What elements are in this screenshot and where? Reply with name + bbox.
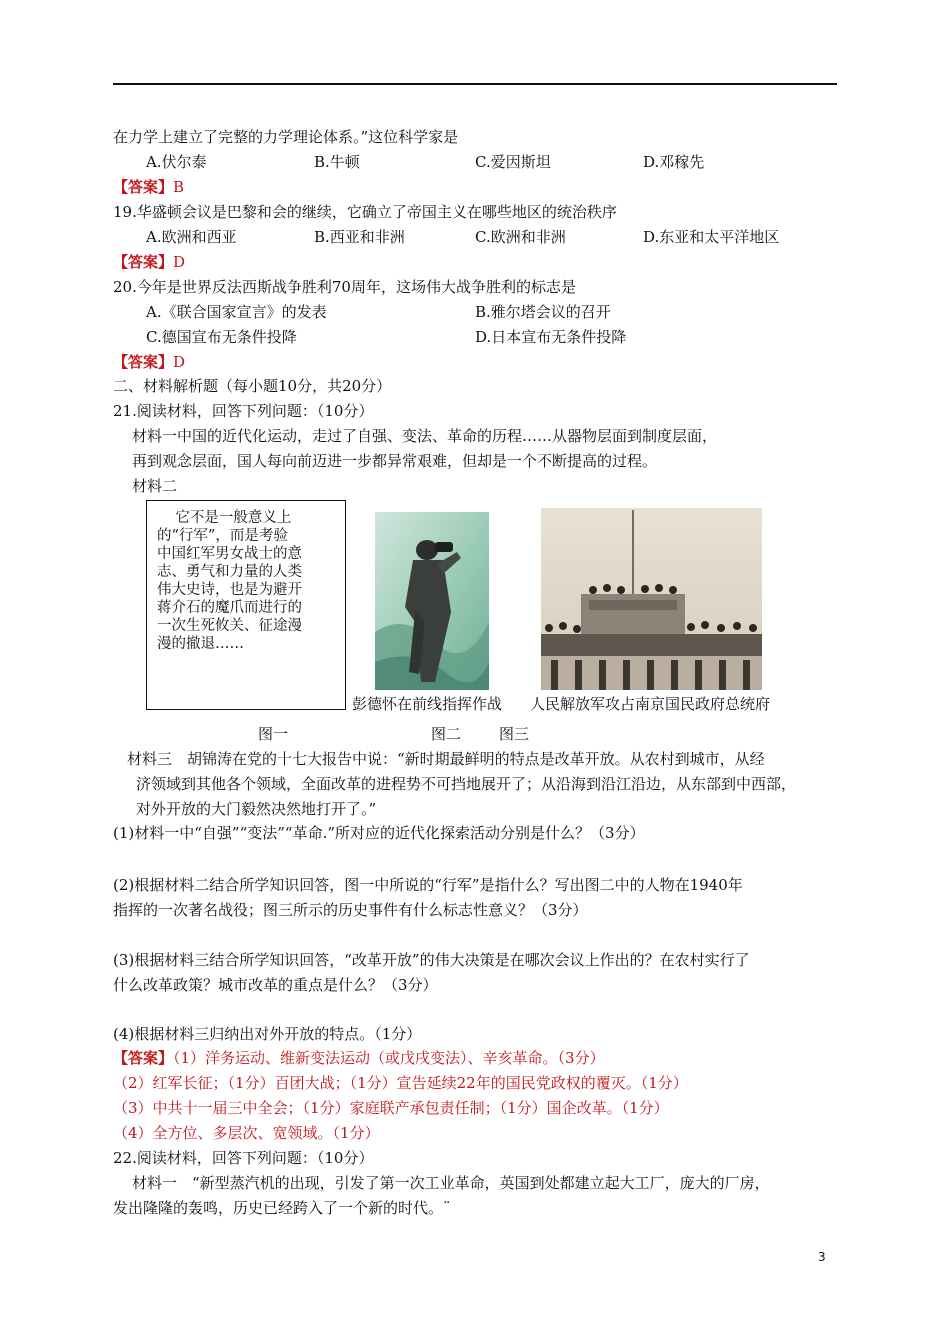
q19-stem: 19.华盛顿会议是巴黎和会的继续，它确立了帝国主义在哪些地区的统治秩序 xyxy=(113,203,617,221)
figure3-photo xyxy=(541,508,762,690)
q18-answer xyxy=(113,177,184,197)
figure1-label: 图一 xyxy=(258,725,289,743)
q21-material3-line3: 对外开放的大门毅然决然地打开了。” xyxy=(136,800,377,818)
q21-sub3-line2: 什么改革政策？城市改革的重点是什么？（3分） xyxy=(113,976,438,994)
answer-text: （1）洋务运动、维新变法运动（或戊戌变法）、辛亥革命。（3分） xyxy=(173,1049,605,1067)
answer-tag: 【答案】 xyxy=(113,1049,174,1067)
q21-sub2-line1: (2)根据材料二结合所学知识回答，图一中所说的“行军”是指什么？写出图二中的人物在1940年 xyxy=(113,876,743,894)
q21-sub1: (1)材料一中“自强”“变法”“革命.”所对应的近代化探索活动分别是什么？（3分） xyxy=(113,824,645,842)
q21-stem: 21.阅读材料，回答下列问题：（10分） xyxy=(113,402,374,420)
q19-option-b: B.西亚和非洲 xyxy=(314,228,405,246)
q18-option-a: A.伏尔泰 xyxy=(146,153,207,171)
q22-stem: 22.阅读材料，回答下列问题：（10分） xyxy=(113,1149,374,1167)
q18-option-d: D.邓稼先 xyxy=(643,153,705,171)
q21-answer-3: （3）中共十一届三中全会；（1分）家庭联产承包责任制；（1分）国企改革。（1分） xyxy=(113,1099,669,1117)
answer-tag: 【答案】 xyxy=(113,178,174,196)
q20-stem: 20.今年是世界反法西斯战争胜利70周年，这场伟大战争胜利的标志是 xyxy=(113,278,576,296)
figure2-caption: 彭德怀在前线指挥作战 xyxy=(352,695,503,713)
answer-value: D xyxy=(173,353,186,371)
q21-answer-2: （2）红军长征；（1分）百团大战；（1分）宣告延续22年的国民党政权的覆灭。（1分） xyxy=(113,1074,688,1092)
figure3-label: 图三 xyxy=(499,725,530,743)
q21-material3-line2: 济领域到其他各个领域，全面改革的进程势不可挡地展开了；从沿海到沿江沿边，从东部到中西部， xyxy=(136,775,797,793)
header-rule xyxy=(113,83,837,85)
section-heading: 二、材料解析题（每小题10分，共20分） xyxy=(113,377,392,395)
q21-material2-label: 材料二 xyxy=(132,477,178,495)
figure2-photo xyxy=(375,512,489,690)
q19-option-c: C.欧洲和非洲 xyxy=(475,228,566,246)
q20-answer xyxy=(113,352,185,372)
q22-material1-line1: 材料一 “新型蒸汽机的出现，引发了第一次工业革命，英国到处都建立起大工厂，庞大的厂房， xyxy=(132,1174,770,1192)
q21-material3-line1: 材料三 胡锦涛在党的十七大报告中说：“新时期最鲜明的特点是改革开放。从农村到城市，从经 xyxy=(127,750,765,768)
figure2-label: 图二 xyxy=(431,725,462,743)
figure1-textbox xyxy=(146,500,346,710)
page-number: 3 xyxy=(818,1250,826,1264)
q22-material1-line2: 发出隆隆的轰鸣，历史已经跨入了一个新的时代。¨ xyxy=(113,1199,451,1217)
q19-option-a: A.欧洲和西亚 xyxy=(146,228,237,246)
q21-material1-line1: 材料一中国的近代化运动，走过了自强、变法、革命的历程……从器物层面到制度层面， xyxy=(132,427,718,445)
answer-tag: 【答案】 xyxy=(113,353,174,371)
q18-stem: 在力学上建立了完整的力学理论体系。”这位科学家是 xyxy=(113,128,459,146)
q20-option-d: D.日本宣布无条件投降 xyxy=(475,328,627,346)
answer-value: D xyxy=(173,253,186,271)
q21-answer-4: （4）全方位、多层次、宽领域。（1分） xyxy=(113,1124,380,1142)
figure1-text: 它不是一般意义上 的“行军”，而是考验 中国红军男女战士的意 志、勇气和力量的人类 伟大史诗，也是为避开 蒋介石的魔爪而进行的 一次生死攸关、征途漫 漫的撤退…… xyxy=(157,510,302,652)
q19-answer xyxy=(113,252,185,272)
q20-option-c: C.德国宣布无条件投降 xyxy=(146,328,297,346)
q21-sub4: (4)根据材料三归纳出对外开放的特点。（1分） xyxy=(113,1025,422,1043)
q18-option-b: B.牛顿 xyxy=(314,153,360,171)
q21-answer-1 xyxy=(113,1048,605,1068)
q21-sub2-line2: 指挥的一次著名战役；图三所示的历史事件有什么标志性意义？（3分） xyxy=(113,901,588,919)
answer-tag: 【答案】 xyxy=(113,253,174,271)
q21-material1-line2: 再到观念层面，国人每向前迈进一步都异常艰难，但却是一个不断提高的过程。 xyxy=(132,452,658,470)
q20-option-b: B.雅尔塔会议的召开 xyxy=(475,303,611,321)
q20-option-a: A.《联合国家宣言》的发表 xyxy=(146,303,327,321)
q18-option-c: C.爱因斯坦 xyxy=(475,153,551,171)
answer-value: B xyxy=(173,178,185,196)
q19-option-d: D.东亚和太平洋地区 xyxy=(643,228,780,246)
q21-sub3-line1: (3)根据材料三结合所学知识回答，“改革开放”的伟大决策是在哪次会议上作出的？在农村实行了 xyxy=(113,951,750,969)
figure3-caption: 人民解放军攻占南京国民政府总统府 xyxy=(530,695,771,713)
